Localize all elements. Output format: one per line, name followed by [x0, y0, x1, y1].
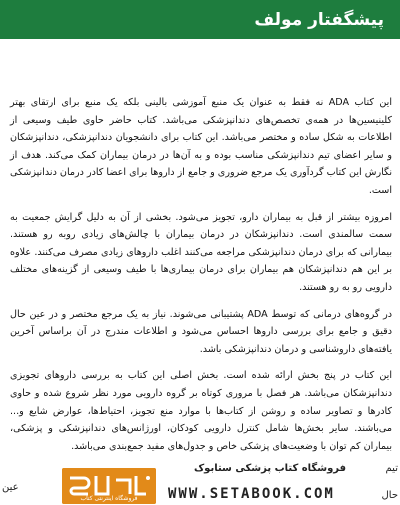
watermark-footer	[0, 462, 400, 505]
paragraph-1: این کتاب ADA نه فقط به عنوان یک منبع آموزشی بالینی بلکه یک منبع برای ارتقای بهتر کلینیسین‌ها در همه‌ی تخصص‌های دندانپزشکی می‌باشد. کتاب حاضر حاوی طیف وسیعی از اطلاعات به شکل ساده و مختصر می‌باشد. این کتاب برای دانشجویان دندانپزشکی، دندانپزشکان و سایر اعضای تیم دندانپزشکی مناسب بوده و به آن‌ها در درمان بیماران کمک می‌کند. هدف از نگارش این کتاب گردآوری یک مرجع ضروری و جامع از داروها برای اعضا کادر درمان دندانپزشکی است.	[10, 97, 393, 196]
paragraph-4: این کتاب در پنج بخش ارائه شده است. بخش اصلی این کتاب به بررسی داروهای تجویزی دندانپزشکان می‌باشد. هر فصل با مروری کوتاه بر گروه دارویی مورد نظر شروع شده و حاوی کادرها و تصاویر ساده و روشن از کتاب‌ها با موارد منع تجویز، احتیاط‌ها، عوارض شایع و... می‌باشند. سایر بخش‌ها شامل کنترل دارویی کودکان، اورژانس‌های دندانپزشکی و پزشکی، بیماران کم توان با وضعیت‌های پزشکی خاص و جدول‌های مفید جمع‌بندی می‌باشد.	[10, 370, 392, 452]
store-url[interactable]: WWW.SETABOOK.COM	[168, 486, 335, 502]
footer-left-word: عین	[2, 482, 19, 493]
footer-right-word-top: تیم	[385, 463, 398, 474]
paragraph-2: امروزه بیشتر از قبل به بیماران دارو، تجویز می‌شود. بخشی از آن به دلیل گرایش جمعیت به سمت سالمندی است. دندانپزشکان در درمان بیماران با چالش‌های زیادی روبه رو هستند. بیمارانی که برای درمان دندانپزشکی مراجعه می‌کنند اغلب داروهای زیادی مصرف می‌کنند. علاوه بر این هم دندانپزشکان هم بیماران برای درمان بیماری‌ها با طیف وسیعی از گزینه‌های مختلف دارویی رو به رو هستند.	[10, 211, 392, 293]
preface-body	[10, 94, 392, 464]
page-title: پیشگفتار مولف	[254, 9, 384, 30]
store-name: فروشگاه کتاب پزشکی ستابوک	[193, 463, 347, 474]
logo-subtext: فروشگاه اینترنتی کتاب	[80, 495, 138, 502]
page-header	[0, 0, 400, 39]
paragraph-3: در گروه‌های درمانی که توسط ADA پشتیبانی می‌شوند. نیاز به یک مرجع مختصر و در عین حال دقیق و جامع برای بررسی داروها احساس می‌شود و اطلاعات مندرج در آن براساس آخرین یافته‌های داروشناسی و درمان دندانپزشکی باشد.	[10, 308, 393, 355]
footer-right-word-bottom: حال	[381, 490, 398, 501]
